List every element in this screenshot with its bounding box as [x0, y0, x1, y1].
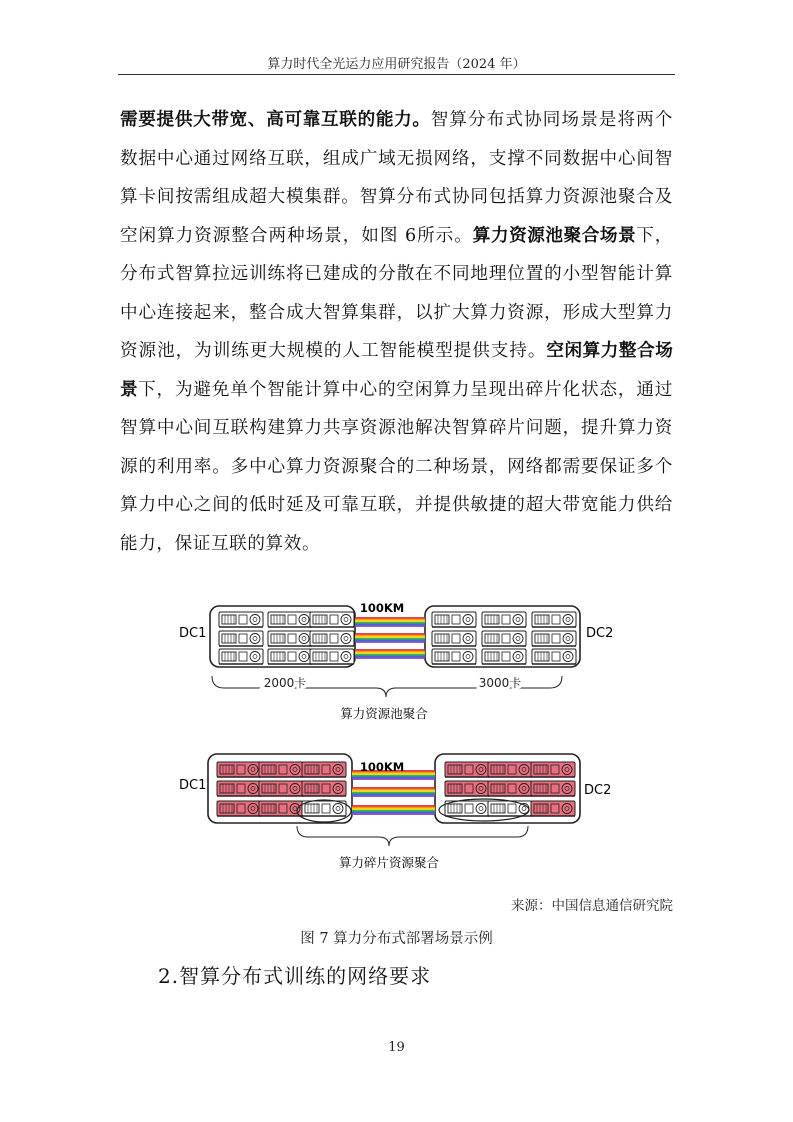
- gpu-card-free: [302, 801, 346, 816]
- bottom-brace: [297, 826, 528, 846]
- gpu-card: [219, 649, 263, 664]
- figure-source: 来源：中国信息通信研究院: [511, 898, 673, 914]
- gpu-card: [532, 631, 576, 646]
- gpu-card-used: [259, 781, 303, 796]
- body-paragraph: [120, 101, 673, 563]
- bold-phrase: 算力资源池聚合场景: [472, 225, 637, 246]
- gpu-card: [432, 649, 476, 664]
- gpu-card: [532, 649, 576, 664]
- gpu-card: [310, 649, 354, 664]
- gpu-card: [310, 612, 354, 627]
- figure-caption: 图 7 算力分布式部署场景示例: [300, 931, 493, 947]
- top-left-count: 2000卡: [263, 676, 307, 690]
- text-run: 智算分布式协同场景是将两个数据中心通过网络互联，组成广域无损网络，支撑不同数据中心间智算卡间按需组成超大模集群。智算分布式协同包括算力资源池聚合及空闲算力资源整合两种场景，如图 6所示。: [120, 110, 673, 246]
- gpu-card-used: [445, 781, 489, 796]
- bottom-dc2-label: DC2: [584, 783, 612, 798]
- top-fiber-link: [355, 618, 425, 658]
- gpu-card-used: [488, 762, 532, 777]
- gpu-card-used: [531, 781, 575, 796]
- text-run: 下，分布式智算拉远训练将已建成的分散在不同地理位置的小型智能计算中心连接起来，整合成大智算集群，以扩大算力资源，形成大型算力资源池，为训练更大规模的人工智能模型提供支持。: [120, 225, 673, 361]
- gpu-card-used: [259, 801, 303, 816]
- top-scenario: [179, 601, 613, 721]
- deployment-figure: [170, 596, 630, 886]
- gpu-card-used: [445, 762, 489, 777]
- bottom-scenario-label: 算力碎片资源聚合: [338, 855, 440, 870]
- top-right-count: 3000卡: [478, 676, 522, 690]
- gpu-card-used: [488, 781, 532, 796]
- gpu-card-used: [259, 762, 303, 777]
- figure-diagram: [170, 596, 630, 886]
- gpu-card: [219, 631, 263, 646]
- gpu-card: [482, 612, 526, 627]
- gpu-card: [482, 649, 526, 664]
- gpu-card-used: [531, 801, 575, 816]
- bottom-fiber-link: [352, 771, 435, 814]
- gpu-card: [268, 631, 312, 646]
- page-number: 19: [388, 1040, 405, 1055]
- gpu-card-used: [302, 762, 346, 777]
- running-header: 算力时代全光运力应用研究报告（2024 年）: [267, 57, 526, 72]
- bold-phrase: 空闲算力整合场景: [120, 341, 673, 400]
- gpu-card-used: [217, 801, 261, 816]
- gpu-card-free: [445, 801, 489, 816]
- top-scenario-label: 算力资源池聚合: [340, 706, 428, 721]
- top-dc1-label: DC1: [179, 626, 207, 641]
- gpu-card: [482, 631, 526, 646]
- top-dc2-label: DC2: [586, 626, 614, 641]
- bottom-scenario: [179, 754, 611, 870]
- gpu-card: [310, 631, 354, 646]
- gpu-card: [268, 612, 312, 627]
- section-title: 2.智算分布式训练的网络要求: [158, 964, 432, 988]
- bottom-dc1-label: DC1: [179, 778, 207, 793]
- gpu-card-used: [531, 762, 575, 777]
- bold-phrase: 需要提供大带宽、高可靠互联的能力。: [120, 110, 431, 130]
- header-rule: [118, 74, 675, 75]
- gpu-card-used: [217, 781, 261, 796]
- gpu-card: [432, 631, 476, 646]
- gpu-card: [219, 612, 263, 627]
- text-run: 下，为避免单个智能计算中心的空闲算力呈现出碎片化状态，通过智算中心间互联构建算力共享资源池解决智算碎片问题，提升算力资源的利用率。多中心算力资源聚合的二种场景，网络都需要保证多个算力中心之间的低时延及可靠互联，并提供敏捷的超大带宽能力供给能力，保证互联的算效。: [120, 379, 674, 554]
- gpu-card-used: [217, 762, 261, 777]
- gpu-card-used: [302, 781, 346, 796]
- top-distance-label: 100KM: [359, 601, 405, 615]
- gpu-card: [432, 612, 476, 627]
- gpu-card: [532, 612, 576, 627]
- gpu-card: [268, 649, 312, 664]
- bottom-distance-label: 100KM: [359, 760, 405, 774]
